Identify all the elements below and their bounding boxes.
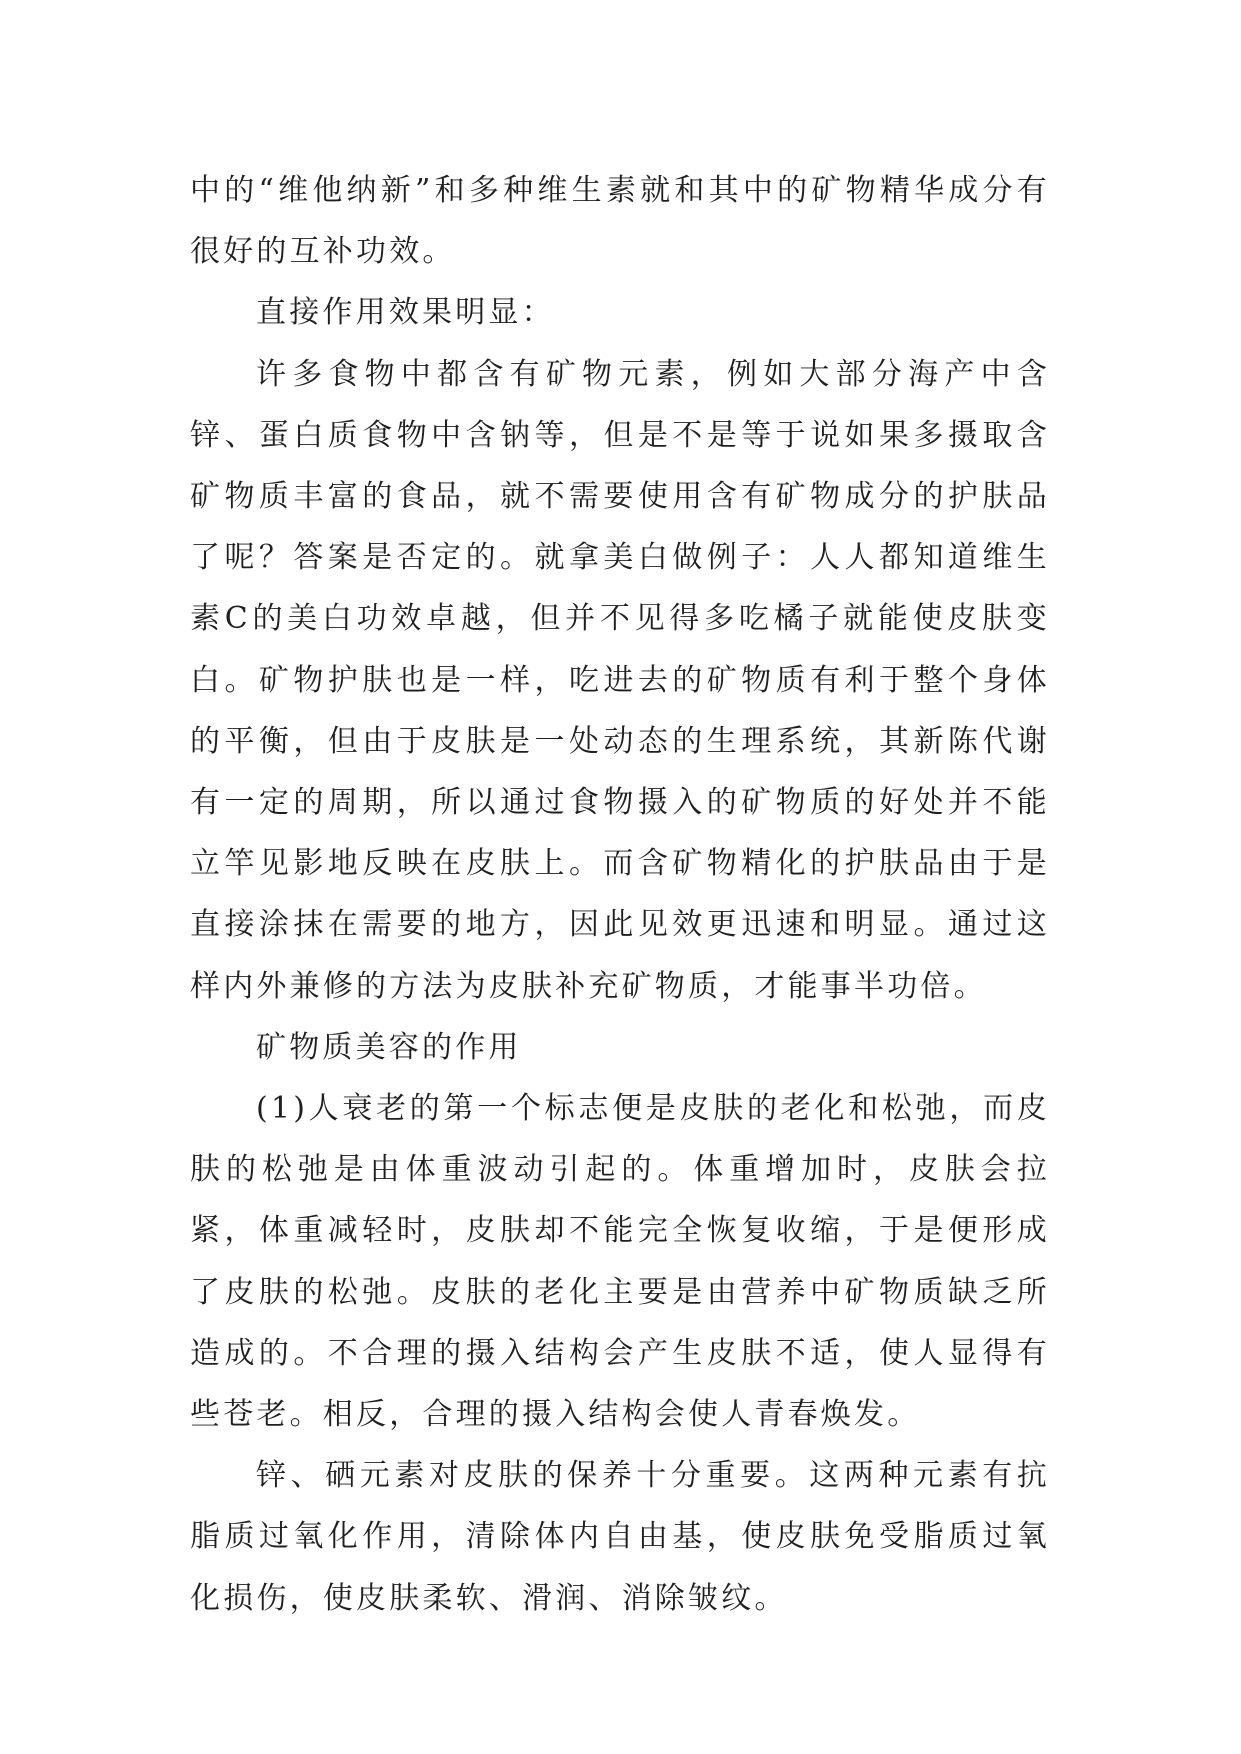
document-body (190, 160, 1050, 1629)
paragraph-heading-mineral-beauty: 矿物质美容的作用 (256, 1029, 522, 1065)
paragraph-skin-aging: (1)人衰老的第一个标志便是皮肤的老化和松弛，而皮肤的松弛是由体重波动引起的。体重增加时，皮肤会拉紧，体重减轻时，皮肤却不能完全恢复收缩，于是便形成了皮肤的松弛。皮肤的老化主要是由营养中矿物质缺乏所造成的。不合理的摄入结构会产生皮肤不适，使人显得有些苍老。相反，合理的摄入结构会使人青春焕发。 (190, 1091, 1050, 1433)
paragraph-food-minerals: 许多食物中都含有矿物元素，例如大部分海产中含锌、蛋白质食物中含钠等，但是不是等于说如果多摄取含矿物质丰富的食品，就不需要使用含有矿物成分的护肤品了呢？答案是否定的。就拿美白做例子：人人都知道维生素C的美白功效卓越，但并不见得多吃橘子就能使皮肤变白。矿物护肤也是一样，吃进去的矿物质有利于整个身体的平衡，但由于皮肤是一处动态的生理系统，其新陈代谢有一定的周期，所以通过食物摄入的矿物质的好处并不能立竿见影地反映在皮肤上。而含矿物精化的护肤品由于是直接涂抹在需要的地方，因此见效更迅速和明显。通过这样内外兼修的方法为皮肤补充矿物质，才能事半功倍。 (190, 356, 1050, 1004)
paragraph-heading-direct-effect: 直接作用效果明显： (256, 295, 555, 331)
paragraph-continuation: 中的“维他纳新”和多种维生素就和其中的矿物精华成分有很好的互补功效。 (190, 173, 1050, 270)
paragraph-zinc-selenium: 锌、硒元素对皮肤的保养十分重要。这两种元素有抗脂质过氧化作用，清除体内自由基，使皮肤免受脂质过氧化损伤，使皮肤柔软、滑润、消除皱纹。 (190, 1458, 1050, 1616)
